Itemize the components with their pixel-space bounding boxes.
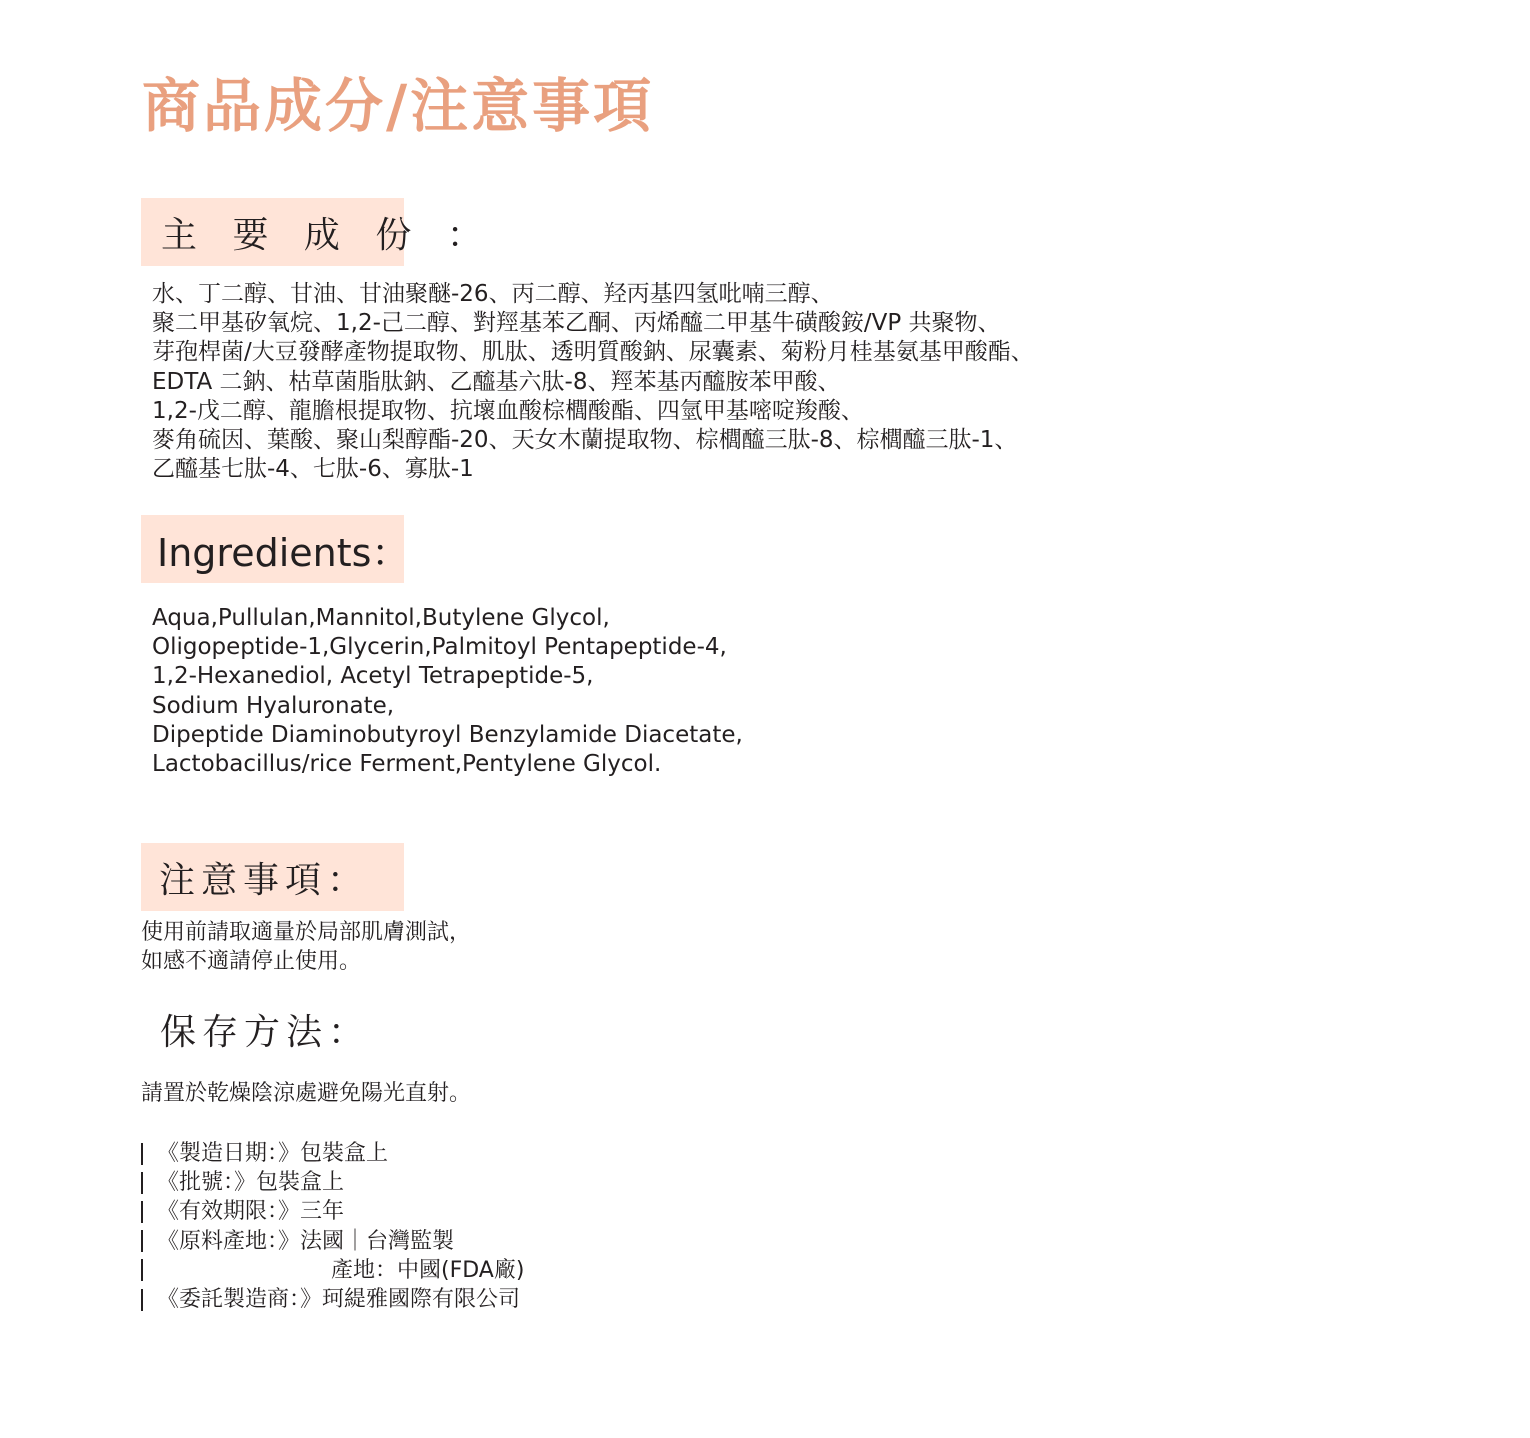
- main-ingredients-heading: 主 要 成 份 ：: [141, 198, 404, 266]
- cautions-line: 使用前請取適量於局部肌膚測試，: [141, 920, 472, 945]
- main-ingredients-line: 芽孢桿菌/大豆發酵產物提取物、肌肽、透明質酸鈉、尿囊素、菊粉月桂基氨基甲酸酯、: [152, 339, 1034, 366]
- ingredients-en-line: Aqua,Pullulan,Mannitol,Butylene Glycol,: [152, 605, 610, 631]
- ingredients-en-list: [152, 604, 743, 779]
- info-value: 珂緹雅國際有限公司: [322, 1286, 521, 1312]
- ingredients-en-line: 1,2-Hexanediol, Acetyl Tetrapeptide-5,: [152, 663, 594, 690]
- main-ingredients-line: 麥角硫因、葉酸、聚山梨醇酯-20、天女木蘭提取物、棕櫚醯三肽-8、棕櫚醯三肽-1、: [152, 427, 1018, 454]
- page-title: 商品成分/注意事項: [142, 72, 655, 140]
- info-value: 三年: [300, 1199, 345, 1225]
- product-info-row: [141, 1197, 524, 1226]
- product-info-row: [141, 1285, 524, 1314]
- divider-bar: [141, 1289, 143, 1311]
- info-label: 《委託製造商：》: [157, 1286, 323, 1312]
- info-label: 《原料產地：》: [157, 1228, 301, 1254]
- main-ingredients-line: 1,2-戊二醇、龍膽根提取物、抗壞血酸棕櫚酸酯、四氫甲基嘧啶羧酸、: [152, 397, 864, 424]
- main-ingredients-list: [152, 280, 1034, 484]
- info-value: 產地：中國(FDA廠): [331, 1257, 525, 1283]
- info-label: 《有效期限：》: [157, 1199, 301, 1225]
- info-label: 《製造日期：》: [157, 1141, 301, 1166]
- main-ingredients-line: EDTA 二鈉、枯草菌脂肽鈉、乙醯基六肽-8、羥苯基丙醯胺苯甲酸、: [152, 368, 841, 395]
- divider-bar: [141, 1259, 143, 1281]
- product-info-row: [141, 1256, 524, 1285]
- ingredients-en-line: Lactobacillus/rice Ferment,Pentylene Glycol.: [152, 751, 662, 778]
- divider-bar: [141, 1172, 143, 1194]
- cautions-text: [141, 918, 471, 976]
- product-info-row: [141, 1227, 524, 1256]
- info-label: 《批號：》: [157, 1170, 257, 1196]
- ingredients-en-line: Sodium Hyaluronate,: [152, 692, 395, 719]
- info-value: 包裝盒上: [256, 1170, 345, 1196]
- cautions-heading: 注意事項：: [141, 843, 404, 911]
- product-info-list: [141, 1139, 524, 1314]
- divider-bar: [141, 1230, 143, 1252]
- info-value: 法國｜台灣監製: [300, 1228, 455, 1254]
- info-value: 包裝盒上: [300, 1141, 389, 1166]
- product-info-row: [141, 1168, 524, 1197]
- storage-text: 請置於乾燥陰涼處避免陽光直射。: [141, 1081, 472, 1106]
- ingredients-en-line: Oligopeptide-1,Glycerin,Palmitoyl Pentapeptide-4,: [152, 634, 727, 661]
- main-ingredients-line: 乙醯基七肽-4、七肽-6、寡肽-1: [152, 456, 474, 483]
- product-info-row: [141, 1139, 524, 1168]
- storage-heading: 保存方法：: [160, 1012, 371, 1053]
- ingredients-en-line: Dipeptide Diaminobutyroyl Benzylamide Diacetate,: [152, 721, 743, 748]
- main-ingredients-line: 聚二甲基矽氧烷、1,2-己二醇、對羥基苯乙酮、丙烯醯二甲基牛磺酸銨/VP 共聚物、: [152, 310, 1001, 337]
- divider-bar: [141, 1201, 143, 1223]
- main-ingredients-line: 水、丁二醇、甘油、甘油聚醚-26、丙二醇、羟丙基四氢吡喃三醇、: [152, 281, 834, 307]
- cautions-line: 如感不適請停止使用。: [141, 949, 362, 974]
- divider-bar: [141, 1143, 143, 1165]
- ingredients-en-heading: Ingredients：: [141, 515, 404, 583]
